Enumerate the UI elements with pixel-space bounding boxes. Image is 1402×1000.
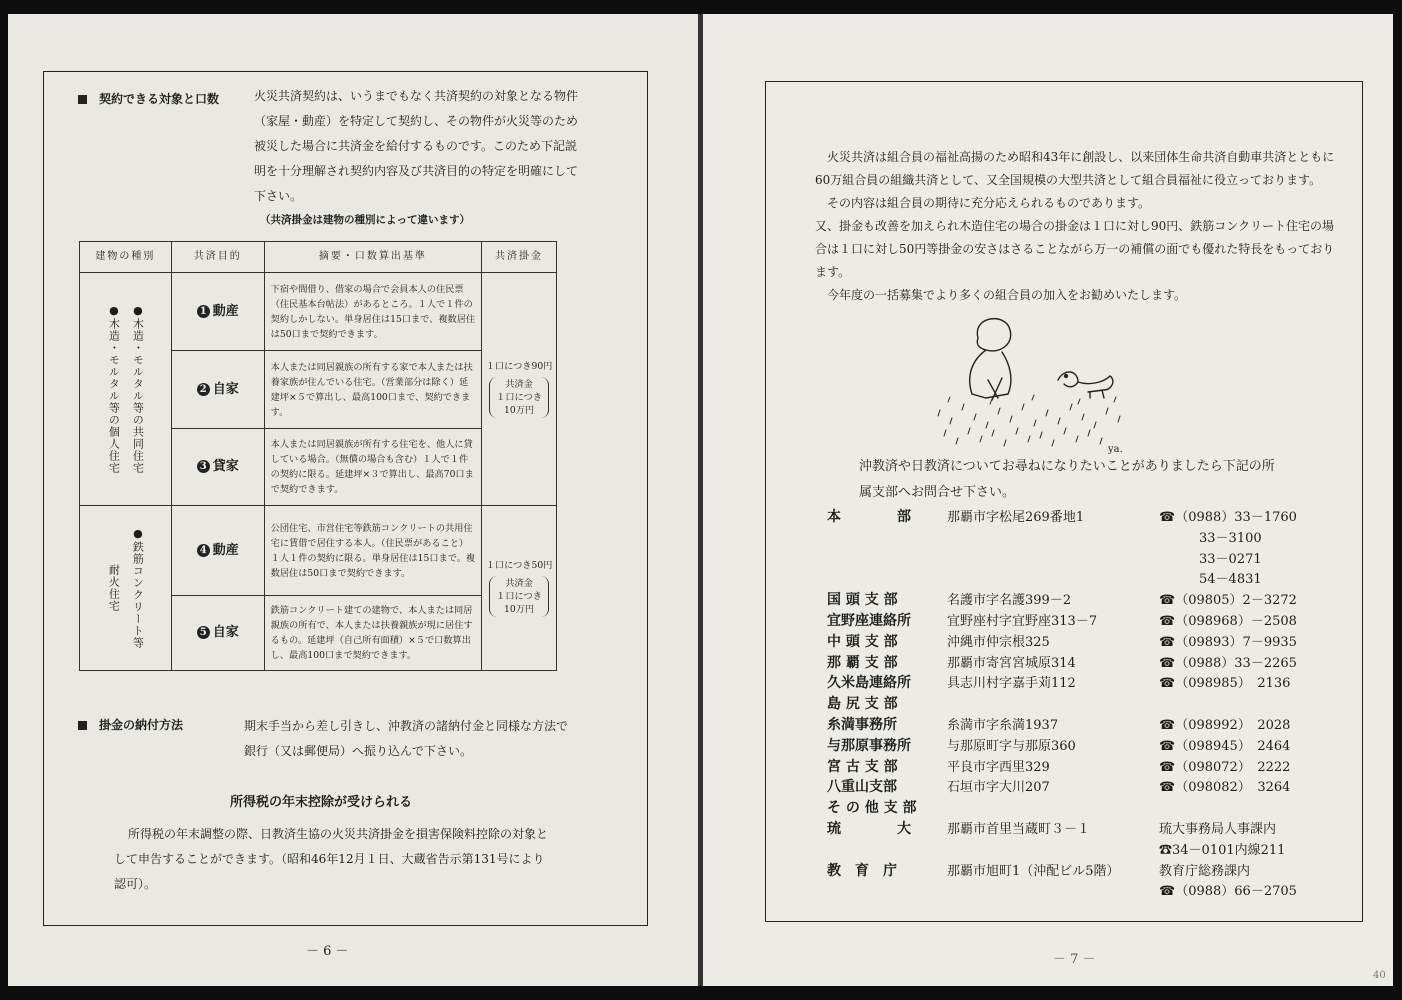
office-address: 具志川村字嘉手苅112 <box>947 676 1076 692</box>
office-address: 与那原町字与那原360 <box>947 738 1076 754</box>
office-name: 国 頭 支 部 <box>827 592 898 609</box>
office-name: 久米島連絡所 <box>827 675 911 692</box>
office-address: 石垣市字大川207 <box>947 780 1050 796</box>
boy-and-dog-illustration <box>928 306 1138 456</box>
office-address: 糸満市字糸満1937 <box>947 718 1059 733</box>
office-phone: 教育庁総務課内 <box>1159 863 1251 879</box>
office-name: 八重山支部 <box>827 779 897 796</box>
office-address: 沖縄市仲宗根325 <box>947 634 1050 650</box>
number-badge-icon: 3 <box>197 460 210 473</box>
criteria-cell: 本人または同居親族の所有する家で本人または扶養家族が住んでいる住宅。（営業部分は除く）延建坪×５で算出し、最高100口まで、契約できます。 <box>264 351 481 429</box>
office-phone: ☎（0988）66－2705 <box>1159 884 1297 900</box>
office-name: 那 覇 支 部 <box>827 654 898 671</box>
office-address: 宜野座村字宜野座313－7 <box>947 614 1098 629</box>
tax-paragraph: 所得税の年末調整の際、日教済生協の火災共済掛金を損害保険料控除の対象として申告することができます。（昭和46年12月１日、大蔵省告示第131号により認可）。 <box>114 827 549 891</box>
purpose-cell: 4 動産 <box>171 506 264 596</box>
office-phone: ☎（098985） 2136 <box>1159 676 1291 692</box>
office-name: 教 育 庁 <box>827 862 897 879</box>
header-criteria: 摘要・口数算出基準 <box>264 242 481 273</box>
number-badge-icon: 5 <box>197 626 210 639</box>
premium-cell: １口につき50円 共済金 １口につき 10万円 <box>482 506 557 671</box>
office-name: 宮 古 支 部 <box>827 758 898 775</box>
office-phone: ☎（098968）－2508 <box>1159 614 1297 629</box>
office-name: そ の 他 支 部 <box>827 800 917 817</box>
table-row <box>80 273 557 351</box>
building-type-label: ●木造・モルタル等の共同住宅 <box>131 304 145 474</box>
header-building-type: 建物の種別 <box>80 242 172 273</box>
building-type-concrete <box>80 506 172 671</box>
number-badge-icon: 2 <box>197 383 210 396</box>
benefit-parenthetical: 共済金 １口につき 10万円 <box>489 576 549 617</box>
office-phone: ☎（098945） 2464 <box>1159 738 1291 754</box>
tax-title: 所得税の年末控除が受けられる <box>230 795 413 810</box>
office-phone: ☎（09805）2－3272 <box>1159 593 1297 609</box>
purpose-cell: 1 動産 <box>171 273 264 351</box>
right-page <box>703 14 1393 986</box>
office-name: 琉 大 <box>827 821 911 837</box>
office-phone: ☎（098082） 3264 <box>1159 780 1291 796</box>
office-address: 那覇市首里当蔵町３－１ <box>947 822 1091 837</box>
square-bullet-icon <box>78 95 87 104</box>
office-name: 中 頭 支 部 <box>827 633 898 650</box>
section-heading-payment: 掛金の納付方法 <box>78 716 183 733</box>
corner-mark: 40 <box>1373 970 1386 981</box>
building-type-label: 耐火住宅 <box>107 564 121 612</box>
purpose-cell: 5 自家 <box>171 596 264 671</box>
square-bullet-icon <box>78 721 87 730</box>
left-page <box>8 14 698 986</box>
office-phone: 琉大事務局人事課内 <box>1159 822 1277 837</box>
office-name: 宜野座連絡所 <box>827 613 911 629</box>
table-row <box>80 506 557 596</box>
office-phone: 33－3100 <box>1199 530 1262 546</box>
coverage-table <box>79 241 557 671</box>
office-phone: ☎（098992） 2028 <box>1159 718 1291 733</box>
office-address: 那覇市寄宮宮城原314 <box>947 655 1076 671</box>
header-purpose: 共済目的 <box>171 242 264 273</box>
office-name: 与那原事務所 <box>827 737 911 754</box>
page-number-right: － 7 － <box>1053 952 1096 967</box>
office-name: 糸満事務所 <box>827 717 897 733</box>
premium-cell: １口につき90円 共済金 １口につき 10万円 <box>482 273 557 506</box>
payment-paragraph: 期末手当から差し引きし、沖教済の諸納付金と同様な方法で銀行（又は郵便局）へ振り込んで下さい。 <box>244 719 569 758</box>
number-badge-icon: 1 <box>197 305 210 318</box>
office-address: 那覇市旭町1（沖配ビル5階） <box>947 863 1120 879</box>
number-badge-icon: 4 <box>197 544 210 557</box>
benefit-parenthetical: 共済金 １口につき 10万円 <box>489 377 549 418</box>
building-type-label: ●木造・モルタル等の個人住宅 <box>107 304 121 474</box>
criteria-cell: 本人または同居親族が所有する住宅を、他人に貸している場合。（無償の場合も含む）１人で１件の契約に限る。延建坪×３で算出し、最高70口まで契約できます。 <box>264 429 481 506</box>
contact-intro: 沖教済や日教済についてお尋ねになりたいことがありましたら下記の所属支部へお問合せ下さい。 <box>859 459 1275 500</box>
table-note: （共済掛金は建物の種別によって違います） <box>260 214 470 226</box>
purpose-cell: 2 自家 <box>171 351 264 429</box>
office-phone: ☎34－0101内線211 <box>1159 842 1286 858</box>
office-phone: ☎（098072） 2222 <box>1159 759 1291 775</box>
page-number-left: － 6 － <box>306 944 349 959</box>
office-phone: 54－4831 <box>1199 572 1262 588</box>
office-phone: ☎（09893）7－9935 <box>1159 634 1297 650</box>
office-address: 那覇市字松尾269番地1 <box>947 510 1085 525</box>
header-premium: 共済掛金 <box>482 242 557 273</box>
purpose-cell: 3 貸家 <box>171 429 264 506</box>
office-name: 島 尻 支 部 <box>827 696 898 713</box>
building-type-label: ●鉄筋コンクリート等 <box>131 527 145 649</box>
table-header-row <box>80 242 557 273</box>
office-address: 平良市字西里329 <box>947 759 1050 775</box>
criteria-cell: 鉄筋コンクリート建ての建物で、本人または同居親族の所有で、本人または扶養親族が現に居住するもの。延建坪（自己所有面積）×５で口数算出し、最高100口まで契約できます。 <box>264 596 481 671</box>
building-type-wooden <box>80 273 172 506</box>
contract-paragraph: 火災共済契約は、いうまでもなく共済契約の対象となる物件（家屋・動産）を特定して契約し、その物件が火災等のため被災した場合に共済金を給付するものです。このため下記説明を十分理解され契約内容及び共済目的の特定を明確にして下さい。 <box>254 89 579 203</box>
office-name: 本 部 <box>827 509 911 525</box>
intro-paragraph-1: 火災共済は組合員の福祉高揚のため昭和43年に創設し、以来団体生命共済自動車共済とともに60万組合員の組織共済として、又全国規模の大型共済として組合員福祉に役立っております。 その内容は組合員の期待に充分応えられるものであります。 又、掛金も改善を加えられ木造住宅の場合の掛金は１口に対し90円、鉄筋コンクリート住宅の場合は１口に対し50円等掛金の安さはさることながら万一の補償の面でも優れた特長をもっております。 今年度の一括募集でより多くの組合員の加入をお勧めいたします。 <box>815 150 1335 302</box>
office-address: 名護市字名護399－2 <box>947 593 1072 609</box>
section-heading-contract: 契約できる対象と口数 <box>78 90 219 107</box>
office-phone: 33－0271 <box>1199 551 1262 567</box>
illustration-signature: ya. <box>1108 444 1123 455</box>
office-phone: ☎（0988）33－1760 <box>1159 510 1297 525</box>
office-phone: ☎（0988）33－2265 <box>1159 655 1297 671</box>
criteria-cell: 下宿や間借り、借家の場合で会員本人の住民票（住民基本台帖法）があるところ。１人で１件の契約しかしない。単身居住は15口まで、複数居住は50口まで契約できます。 <box>264 273 481 351</box>
criteria-cell: 公団住宅、市営住宅等鉄筋コンクリートの共用住宅に賃借で居住する本人。（住民票があること）１人１件の契約に限る。単身居住は15口まで。複数居住は50口まで契約できます。 <box>264 506 481 596</box>
